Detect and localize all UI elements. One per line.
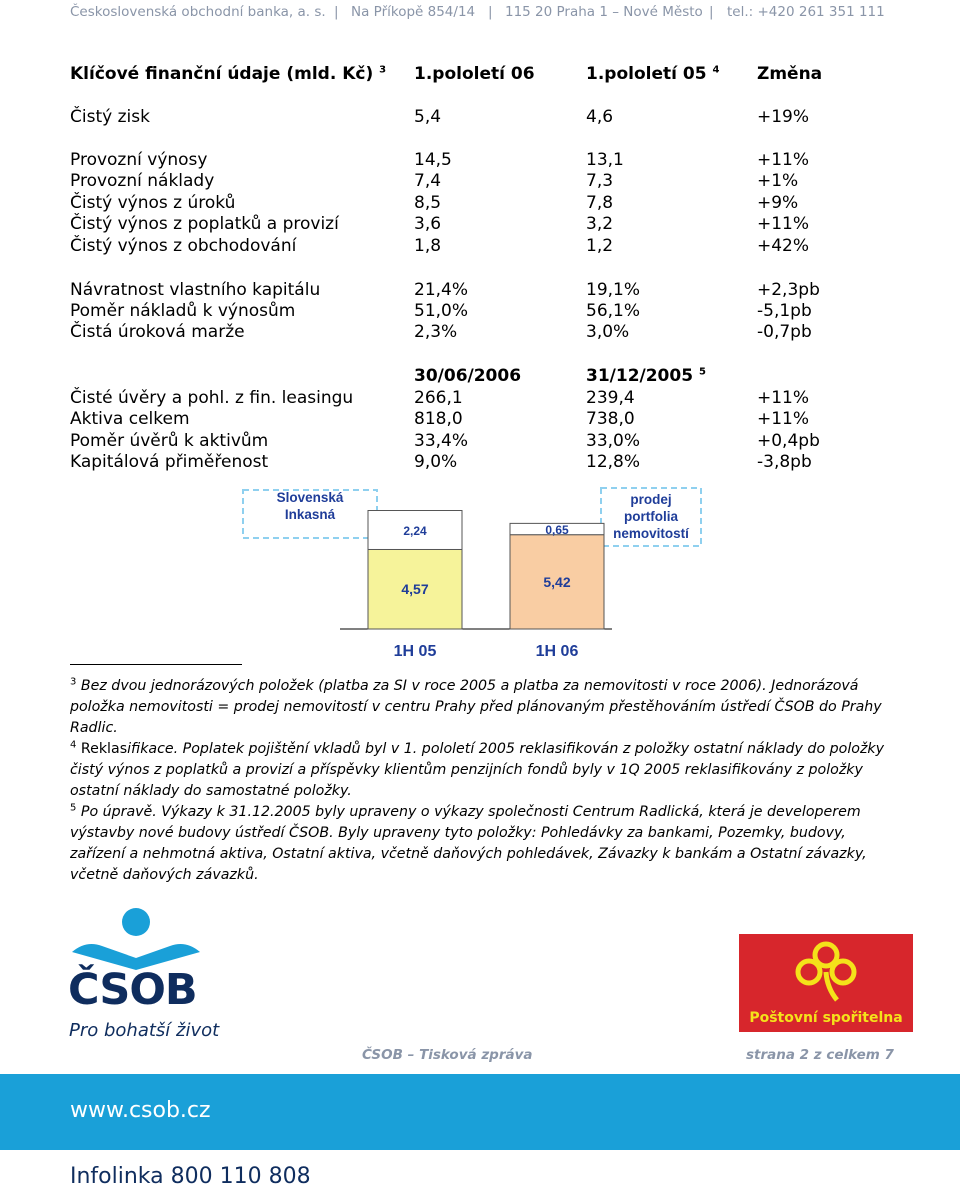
footnote-lead: Reklas [80,741,128,757]
row-label: Provozní náklady [70,171,215,191]
cell-change: +11% [757,388,810,408]
row-label: Provozní výnosy [70,150,208,170]
footnote-rule [70,664,242,665]
column-header: Změna [757,64,823,84]
row-label: Kapitálová přiměřenost [70,452,269,472]
cell-value: 1,8 [414,236,442,256]
cell-value: 33,4% [414,431,469,451]
table-header-row [0,64,960,86]
footnote-number: 4 [70,739,77,751]
cell-change: -5,1pb [757,301,812,321]
row-label: Čistý výnos z úroků [70,193,236,213]
table-row [0,431,960,453]
cell-value: 239,4 [586,388,635,408]
row-label: Poměr nákladů k výnosům [70,301,296,321]
footnote-number: 3 [70,676,77,688]
chart-annotation: Slovenská Inkasná [276,490,344,522]
cell-value: 3,0% [586,322,630,342]
table-row [0,150,960,172]
cell-value: 5,4 [414,107,442,127]
cell-value: 51,0% [414,301,469,321]
cell-value: 738,0 [586,409,635,429]
footnote-ref: 4 [712,64,720,76]
cell-change: -3,8pb [757,452,812,472]
postovni-sporitelna-name: Poštovní spořitelna [749,1010,903,1026]
cell-value: 3,2 [586,214,614,234]
cell-change: +9% [757,193,799,213]
footnote-text: Po úpravě. Výkazy k 31.12.2005 byly upraveny o výkazy společnosti Centrum Radlická, která je developerem výstavby nové budovy ústředí ČSOB. Byly upraveny tyto položky: Pohledávky za bankami, Pozemky, budovy, zařízení a nehmotná aktiva, Ostatní aktiva, včetně daňových pohledávek, Závazky k bankám a Ostatní závazky, včetně daňových závazků. [70,804,867,883]
table-row [0,107,960,129]
row-label: Aktiva celkem [70,409,190,429]
date-header-row [0,366,960,388]
column-header: 1.pololetí 06 [414,64,535,84]
phone-number: tel.: +420 261 351 111 [727,4,885,20]
csob-wordmark: ČSOB [68,965,197,1015]
cell-value: 1,2 [586,236,614,256]
website-link[interactable]: www.csob.cz [70,1098,211,1123]
table-row [0,301,960,323]
column-header: 31/12/2005 [586,366,694,386]
document-label: ČSOB – Tisková zpráva [362,1047,533,1063]
footnote-number: 5 [70,802,77,814]
cell-value: 8,5 [414,193,442,213]
page-footer [0,1047,960,1069]
table-row [0,409,960,431]
cell-value: 14,5 [414,150,452,170]
row-label: Čistý zisk [70,107,150,127]
column-header: 30/06/2006 [414,366,522,386]
table-row [0,236,960,258]
clover-icon [791,938,861,1006]
cell-value: 2,3% [414,322,458,342]
cell-change: +11% [757,150,810,170]
row-label: Návratnost vlastního kapitálu [70,280,321,300]
profit-bridge-chart [240,484,710,666]
letterhead [0,0,960,26]
cell-change: -0,7pb [757,322,812,342]
footnote [70,676,900,739]
footnote-ref: 5 [698,366,706,378]
column-header: Klíčové finanční údaje (mld. Kč) [70,64,374,84]
cell-change: +0,4pb [757,431,820,451]
cell-change: +11% [757,214,810,234]
cell-value: 19,1% [586,280,641,300]
cell-value: 21,4% [414,280,469,300]
postovni-sporitelna-logo [739,934,913,1032]
x-tick-label: 1H 05 [393,643,437,660]
city-address: 115 20 Praha 1 – Nové Město [505,4,703,20]
csob-tagline: Pro bohatší život [69,1020,220,1041]
bar-value-label: 2,24 [403,523,427,538]
chart-annotation: prodej portfolia nemovitostí [613,492,689,541]
table-row [0,322,960,344]
separator: | [709,4,714,20]
cell-value: 818,0 [414,409,463,429]
cell-value: 13,1 [586,150,624,170]
cell-change: +1% [757,171,799,191]
cell-value: 4,6 [586,107,614,127]
bar-value-label: 5,42 [543,573,571,590]
cell-change: +19% [757,107,810,127]
cell-value: 266,1 [414,388,463,408]
bar-value-label: 0,65 [545,523,569,538]
table-row [0,171,960,193]
cell-value: 7,8 [586,193,614,213]
cell-value: 12,8% [586,452,641,472]
table-row [0,388,960,410]
street-address: Na Příkopě 854/14 [351,4,476,20]
cell-value: 56,1% [586,301,641,321]
table-row [0,280,960,302]
row-label: Poměr úvěrů k aktivům [70,431,269,451]
cell-value: 33,0% [586,431,641,451]
row-label: Čisté úvěry a pohl. z fin. leasingu [70,388,354,408]
row-label: Čistý výnos z poplatků a provizí [70,214,339,234]
table-row [0,214,960,236]
page-number: strana 2 z celkem 7 [746,1047,894,1063]
cell-change: +2,3pb [757,280,820,300]
row-label: Čistý výnos z obchodování [70,236,297,256]
footnote-text: ifikace. Poplatek pojištění vkladů byl v 1. pololetí 2005 reklasifikován z položky ostatní náklady do položky čistý výnos z poplatků a provizí a příspěvky klientům penzijních fondů byly v 1Q 2005 reklasifikovány z položky ostatní náklady do samostatné položky. [70,741,884,799]
separator: | [488,4,493,20]
footnote [70,739,900,802]
footnote-text: Bez dvou jednorázových položek (platba za SI v roce 2005 a platba za nemovitosti v roce 2006). Jednorázová položka nemovitosti = prodej nemovitostí v centru Prahy před plánovaným přestěhováním ústředí ČSOB do Prahy Radlic. [70,678,882,736]
cell-value: 3,6 [414,214,442,234]
footnotes [70,676,900,886]
column-header: 1.pololetí 05 [586,64,707,84]
cell-value: 9,0% [414,452,458,472]
company-name: Československá obchodní banka, a. s. [70,4,326,20]
cell-change: +42% [757,236,810,256]
infoline-number: Infolinka 800 110 808 [70,1164,311,1189]
cell-value: 7,4 [414,171,442,191]
cell-change: +11% [757,409,810,429]
bar-value-label: 4,57 [401,581,429,598]
cell-value: 7,3 [586,171,614,191]
table-row [0,193,960,215]
separator: | [334,4,339,20]
table-row [0,452,960,474]
x-tick-label: 1H 06 [535,643,579,660]
footnote-ref: 3 [379,64,387,76]
footnote [70,802,900,886]
row-label: Čistá úroková marže [70,322,245,342]
footer-band [0,1074,960,1150]
